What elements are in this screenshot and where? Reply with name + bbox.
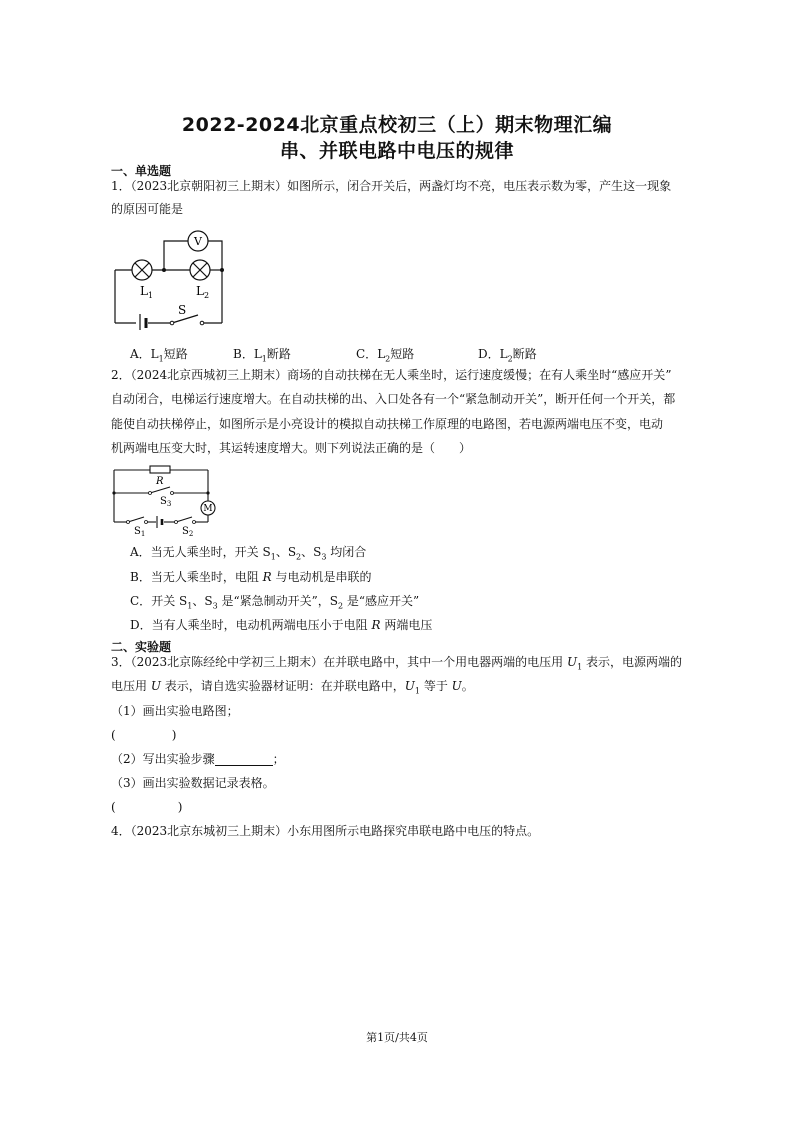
q1-circuit-diagram xyxy=(110,228,230,330)
page-footer: 第1页/共4页 xyxy=(366,1031,428,1044)
q3-text-line1: 3．（2023北京陈经纶中学初三上期末）在并联电路中，其中一个用电器两端的电压用 $U_1$ 表示，电源两端的 xyxy=(111,655,683,672)
q1-option-b: B．$L_1$断路 xyxy=(233,347,291,364)
motor-label: M xyxy=(203,504,213,514)
s2-switch-symbol xyxy=(176,517,192,522)
q3-part2: （2）写出实验步骤 ； xyxy=(111,752,285,766)
q2-option-b: B．当无人乘坐时，电阻 R 与电动机是串联的 xyxy=(130,570,372,584)
q1-text-line1: 1．（2023北京朝阳初三上期末）如图所示，闭合开关后，两盏灯均不亮，电压表示数为零，产生这一现象 xyxy=(111,179,672,193)
q1-option-d: D．$L_2$断路 xyxy=(478,347,537,364)
s3-label: $S_3$ xyxy=(160,496,172,508)
q2-text-line3: 能使自动扶梯停止，如图所示是小亮设计的模拟自动扶梯工作原理的电路图，若电源两端电压不变，电动 xyxy=(111,417,664,431)
resistor-label: R xyxy=(156,476,164,487)
s3-switch-symbol xyxy=(150,487,170,493)
s1-label: $S_1$ xyxy=(134,526,146,538)
section-heading-experiment: 二、实验题 xyxy=(111,640,172,654)
q4-text-line1: 4．（2023北京东城初三上期末）小东用图所示电路探究串联电路中电压的特点。 xyxy=(111,824,540,838)
q2-text-line2: 自动闭合，电梯运行速度增大。在自动扶梯的出、入口处各有一个“紧急制动开关”，断开任何一个开关，都 xyxy=(111,392,676,406)
q2-option-c: C．开关 $S_1$、$S_3$ 是“紧急制动开关”，$S_2$ 是“感应开关” xyxy=(130,594,420,611)
q2-text-line1: 2．（2024北京西城初三上期末）商场的自动扶梯在无人乘坐时，运行速度缓慢；在有人乘坐时“感应开关” xyxy=(111,368,672,382)
resistor-symbol xyxy=(150,466,170,473)
q1-text-line2: 的原因可能是 xyxy=(111,202,184,216)
q1-option-a: A．$L_1$短路 xyxy=(130,347,188,364)
q2-option-d: D．当有人乘坐时，电动机两端电压小于电阻 R 两端电压 xyxy=(130,618,433,632)
q3-part3: （3）画出实验数据记录表格。 xyxy=(111,776,275,790)
switch-label: S xyxy=(178,303,187,317)
q3-answer-paren-1[interactable]: ( ) xyxy=(111,728,177,742)
q2-option-a: A．当无人乘坐时，开关 $S_1$、$S_2$、$S_3$ 均闭合 xyxy=(130,545,367,562)
page-title-line2: 串、并联电路中电压的规律 xyxy=(279,140,514,162)
s2-label: $S_2$ xyxy=(182,526,194,538)
q3-answer-blank[interactable] xyxy=(215,754,273,766)
section-heading-single-choice: 一、单选题 xyxy=(111,164,172,178)
q1-option-c: C．$L_2$短路 xyxy=(356,347,415,364)
q3-text-line2: 电压用 U 表示，请自选实验器材证明：在并联电路中，$U_1$ 等于 U。 xyxy=(111,679,474,696)
q3-answer-paren-2[interactable]: ( ) xyxy=(111,800,183,814)
lamp1-label: $L_1$ xyxy=(140,284,154,300)
page-title-line1: 2022-2024北京重点校初三（上）期末物理汇编 xyxy=(181,114,613,136)
lamp2-label: $L_2$ xyxy=(196,284,210,300)
q3-part1: （1）画出实验电路图； xyxy=(111,704,239,718)
voltmeter-label: V xyxy=(194,235,202,248)
s1-switch-symbol xyxy=(128,517,144,522)
q2-text-line4: 机两端电压变大时，其运转速度增大。则下列说法正确的是（ ） xyxy=(111,441,472,455)
q2-circuit-diagram xyxy=(110,462,220,538)
